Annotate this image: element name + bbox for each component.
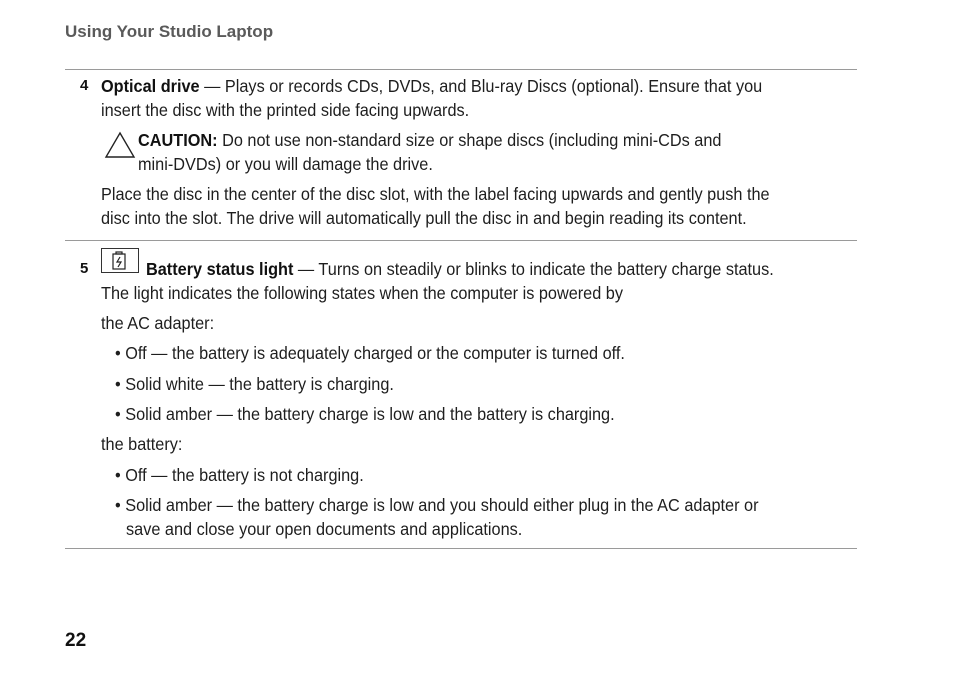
- section-divider: [65, 240, 857, 241]
- item-description: — Turns on steadily or blinks to indicate the battery charge status.: [293, 259, 774, 279]
- section-divider: [65, 548, 857, 549]
- item-description-line: [146, 259, 774, 280]
- running-header: Using Your Studio Laptop: [65, 22, 274, 41]
- caution-line: [138, 130, 721, 151]
- section-divider: [65, 69, 857, 70]
- group-label: the AC adapter:: [101, 313, 215, 333]
- page-number: 22: [65, 630, 87, 651]
- caution-text: Do not use non-standard size or shape discs (including mini-CDs and: [217, 130, 722, 150]
- list-item: • Solid white — the battery is charging.: [115, 374, 394, 394]
- item-term: Battery status light: [146, 259, 294, 279]
- list-item: • Off — the battery is not charging.: [115, 465, 364, 485]
- item-number: 5: [80, 260, 89, 277]
- item-description-line: [101, 76, 762, 97]
- paragraph-line: disc into the slot. The drive will automatically pull the disc in and begin reading its content.: [101, 208, 747, 228]
- list-item: • Off — the battery is adequately charged or the computer is turned off.: [115, 343, 625, 363]
- caution-label: CAUTION:: [138, 130, 218, 150]
- group-label: the battery:: [101, 434, 183, 454]
- caution-triangle-icon: [104, 131, 136, 159]
- item-number: 4: [80, 77, 89, 94]
- caution-line: mini-DVDs) or you will damage the drive.: [138, 154, 433, 174]
- list-item: • Solid amber — the battery charge is low and the battery is charging.: [115, 404, 615, 424]
- paragraph-line: Place the disc in the center of the disc slot, with the label facing upwards and gently push the: [101, 184, 770, 204]
- item-description-line: insert the disc with the printed side facing upwards.: [101, 100, 470, 120]
- item-term: Optical drive: [101, 76, 200, 96]
- list-item: • Solid amber — the battery charge is low and you should either plug in the AC adapter or: [115, 495, 759, 515]
- list-item-continuation: save and close your open documents and applications.: [126, 519, 523, 539]
- battery-charge-icon: [101, 248, 139, 273]
- item-description-line: The light indicates the following states when the computer is powered by: [101, 283, 624, 303]
- item-description: — Plays or records CDs, DVDs, and Blu-ray Discs (optional). Ensure that you: [199, 76, 763, 96]
